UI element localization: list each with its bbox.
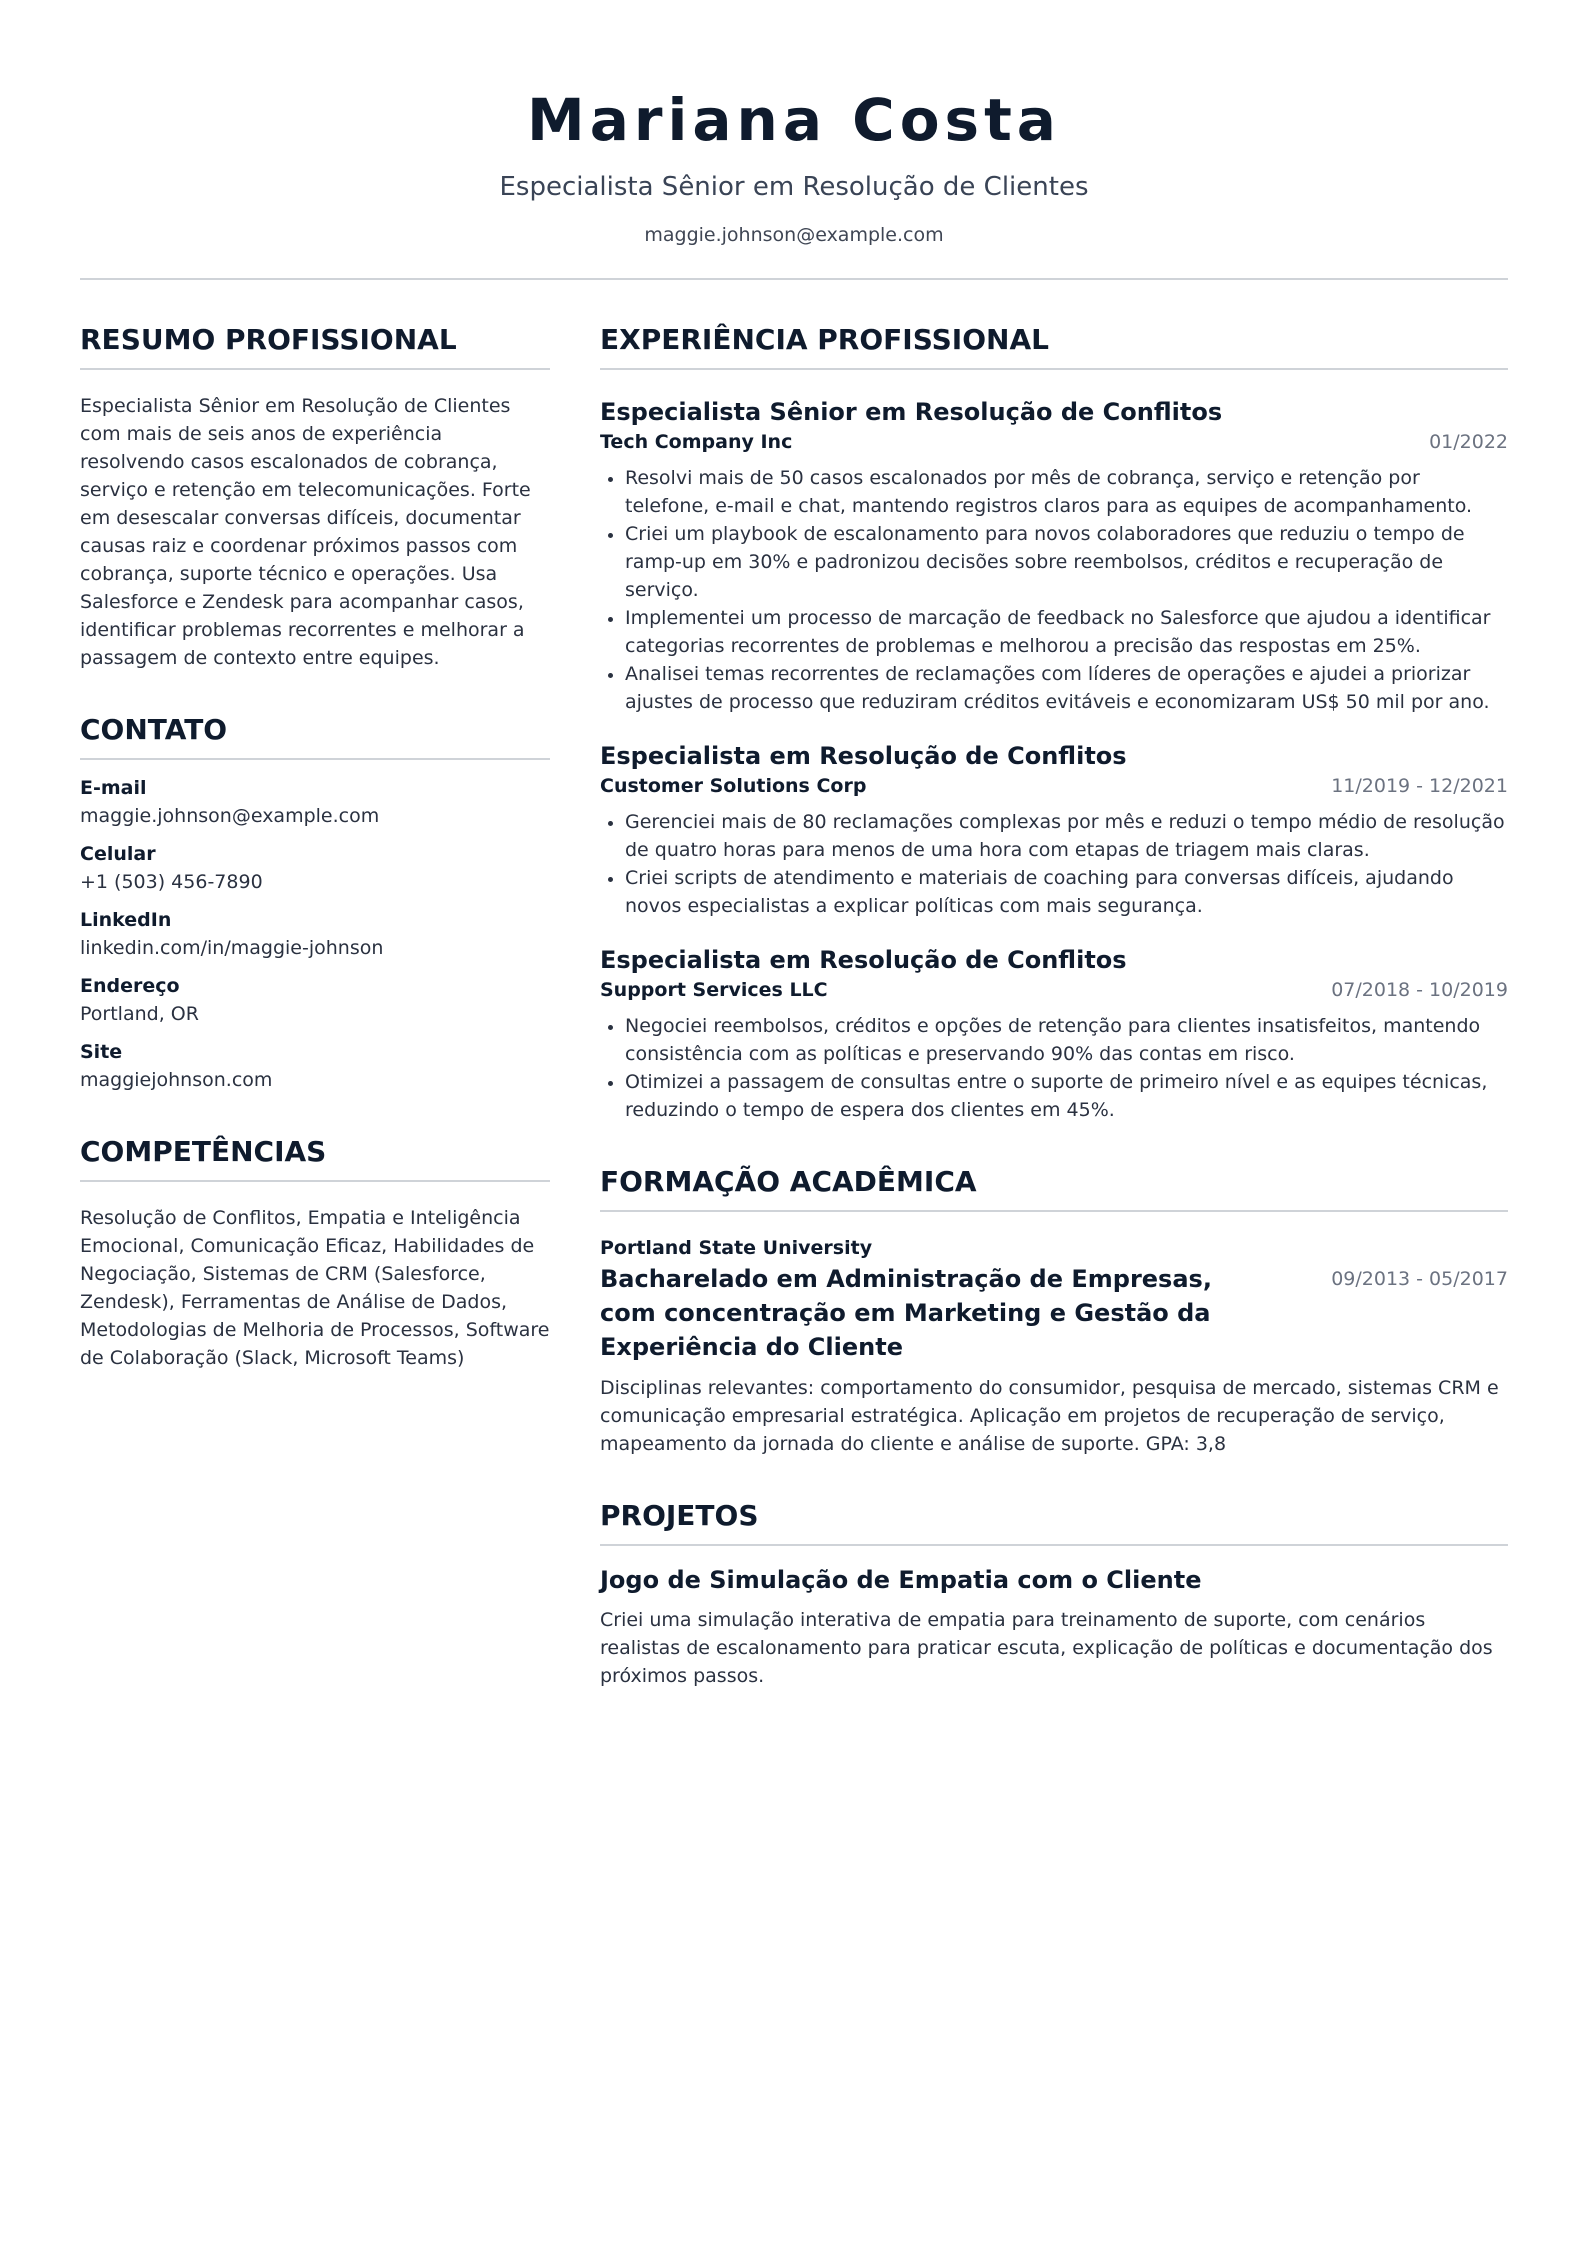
job-bullets <box>600 464 1508 716</box>
job-bullet: Resolvi mais de 50 casos escalonados por mês de cobrança, serviço e retenção por telefone, e-mail e chat, mantendo registros claros para as equipes de acompanhamento. <box>600 464 1508 520</box>
resume-columns <box>80 322 1508 1730</box>
contact-phone-value[interactable]: +1 (503) 456-7890 <box>80 871 263 893</box>
job-bullets <box>600 808 1508 920</box>
education-school: Portland State University <box>600 1237 873 1259</box>
header-divider <box>80 278 1508 280</box>
projects-title: PROJETOS <box>600 1498 1508 1546</box>
job-dates: 07/2018 - 10/2019 <box>1331 979 1508 1001</box>
job-dates: 01/2022 <box>1429 431 1508 453</box>
contact-email-value[interactable]: maggie.johnson@example.com <box>80 805 380 827</box>
job-bullet: Gerenciei mais de 80 reclamações complexas por mês e reduzi o tempo médio de resolução de quatro horas para menos de uma hora com etapas de triagem mais claras. <box>600 808 1508 864</box>
contact-item-email <box>80 774 550 830</box>
job-title: Especialista em Resolução de Conflitos <box>600 946 1127 974</box>
job-entry <box>600 396 1508 716</box>
job-meta <box>600 772 1508 800</box>
job-bullet: Analisei temas recorrentes de reclamações com líderes de operações e ajudei a priorizar ajustes de processo que reduziram créditos evitáveis e economizaram US$ 50 mil por ano. <box>600 660 1508 716</box>
education-title: FORMAÇÃO ACADÊMICA <box>600 1164 1508 1212</box>
skills-section <box>80 1134 550 1372</box>
job-bullet: Implementei um processo de marcação de feedback no Salesforce que ajudou a identificar categorias recorrentes de problemas e melhorou a precisão das respostas em 25%. <box>600 604 1508 660</box>
header-email: maggie.johnson@example.com <box>644 224 944 246</box>
candidate-headline: Especialista Sênior em Resolução de Clientes <box>499 172 1089 202</box>
resume-header <box>80 0 1508 280</box>
job-entry <box>600 944 1508 1124</box>
education-dates: 09/2013 - 05/2017 <box>1331 1268 1508 1290</box>
contact-linkedin-value[interactable]: linkedin.com/in/maggie-johnson <box>80 937 384 959</box>
job-bullet: Criei scripts de atendimento e materiais de coaching para conversas difíceis, ajudando novos especialistas a explicar políticas com mais segurança. <box>600 864 1508 920</box>
job-bullet: Otimizei a passagem de consultas entre o suporte de primeiro nível e as equipes técnicas, reduzindo o tempo de espera dos clientes em 45%. <box>600 1068 1508 1124</box>
contact-label: E-mail <box>80 777 147 799</box>
job-title: Especialista em Resolução de Conflitos <box>600 742 1127 770</box>
left-column <box>80 322 550 1730</box>
contact-item-linkedin <box>80 906 550 962</box>
contact-section <box>80 712 550 1094</box>
job-bullet: Criei um playbook de escalonamento para novos colaboradores que reduziu o tempo de ramp-up em 30% e padronizou decisões sobre reembolsos, créditos e recuperação de serviço. <box>600 520 1508 604</box>
project-description: Criei uma simulação interativa de empatia para treinamento de suporte, com cenários realistas de escalonamento para praticar escuta, explicação de políticas e documentação dos próximos passos. <box>600 1609 1493 1687</box>
skills-text: Resolução de Conflitos, Empatia e Inteligência Emocional, Comunicação Eficaz, Habilidades de Negociação, Sistemas de CRM (Salesforce, Zendesk), Ferramentas de Análise de Dados, Metodologias de Melhoria de Processos, Software de Colaboração (Slack, Microsoft Teams) <box>80 1207 550 1369</box>
contact-label: Site <box>80 1041 123 1063</box>
job-meta <box>600 976 1508 1004</box>
contact-label: Celular <box>80 843 156 865</box>
education-description: Disciplinas relevantes: comportamento do consumidor, pesquisa de mercado, sistemas CRM e comunicação empresarial estratégica. Aplicação em projetos de recuperação de serviço, mapeamento da jornada do cliente e análise de suporte. GPA: 3,8 <box>600 1377 1499 1455</box>
projects-section <box>600 1498 1508 1690</box>
contact-site-value[interactable]: maggiejohnson.com <box>80 1069 273 1091</box>
skills-title: COMPETÊNCIAS <box>80 1134 550 1182</box>
contact-address-value: Portland, OR <box>80 1003 199 1025</box>
job-dates: 11/2019 - 12/2021 <box>1331 775 1508 797</box>
education-section <box>600 1164 1508 1458</box>
experience-title: EXPERIÊNCIA PROFISSIONAL <box>600 322 1508 370</box>
job-title: Especialista Sênior em Resolução de Conflitos <box>600 398 1223 426</box>
contact-label: Endereço <box>80 975 180 997</box>
contact-title: CONTATO <box>80 712 550 760</box>
summary-title: RESUMO PROFISSIONAL <box>80 322 550 370</box>
contact-item-phone <box>80 840 550 896</box>
right-column <box>600 322 1508 1730</box>
candidate-name: Mariana Costa <box>527 86 1061 154</box>
project-title: Jogo de Simulação de Empatia com o Cliente <box>600 1566 1202 1594</box>
job-company: Support Services LLC <box>600 979 828 1001</box>
summary-text: Especialista Sênior em Resolução de Clientes com mais de seis anos de experiência resolvendo casos escalonados de cobrança, serviço e retenção em telecomunicações. Forte em desescalar conversas difíceis, documentar causas raiz e coordenar próximos passos com cobrança, suporte técnico e operações. Usa Salesforce e Zendesk para acompanhar casos, identificar problemas recorrentes e melhorar a passagem de contexto entre equipes. <box>80 395 531 669</box>
job-meta <box>600 428 1508 456</box>
education-degree: Bacharelado em Administração de Empresas, com concentração em Marketing e Gestão da Experiência do Cliente <box>600 1265 1212 1361</box>
contact-item-address <box>80 972 550 1028</box>
experience-section <box>600 322 1508 1124</box>
job-company: Tech Company Inc <box>600 431 793 453</box>
job-company: Customer Solutions Corp <box>600 775 867 797</box>
job-bullet: Negociei reembolsos, créditos e opções de retenção para clientes insatisfeitos, mantendo consistência com as políticas e preservando 90% das contas em risco. <box>600 1012 1508 1068</box>
education-row <box>600 1262 1508 1364</box>
contact-list <box>80 774 550 1094</box>
summary-section <box>80 322 550 672</box>
job-entry <box>600 740 1508 920</box>
contact-label: LinkedIn <box>80 909 172 931</box>
contact-item-site <box>80 1038 550 1094</box>
job-bullets <box>600 1012 1508 1124</box>
